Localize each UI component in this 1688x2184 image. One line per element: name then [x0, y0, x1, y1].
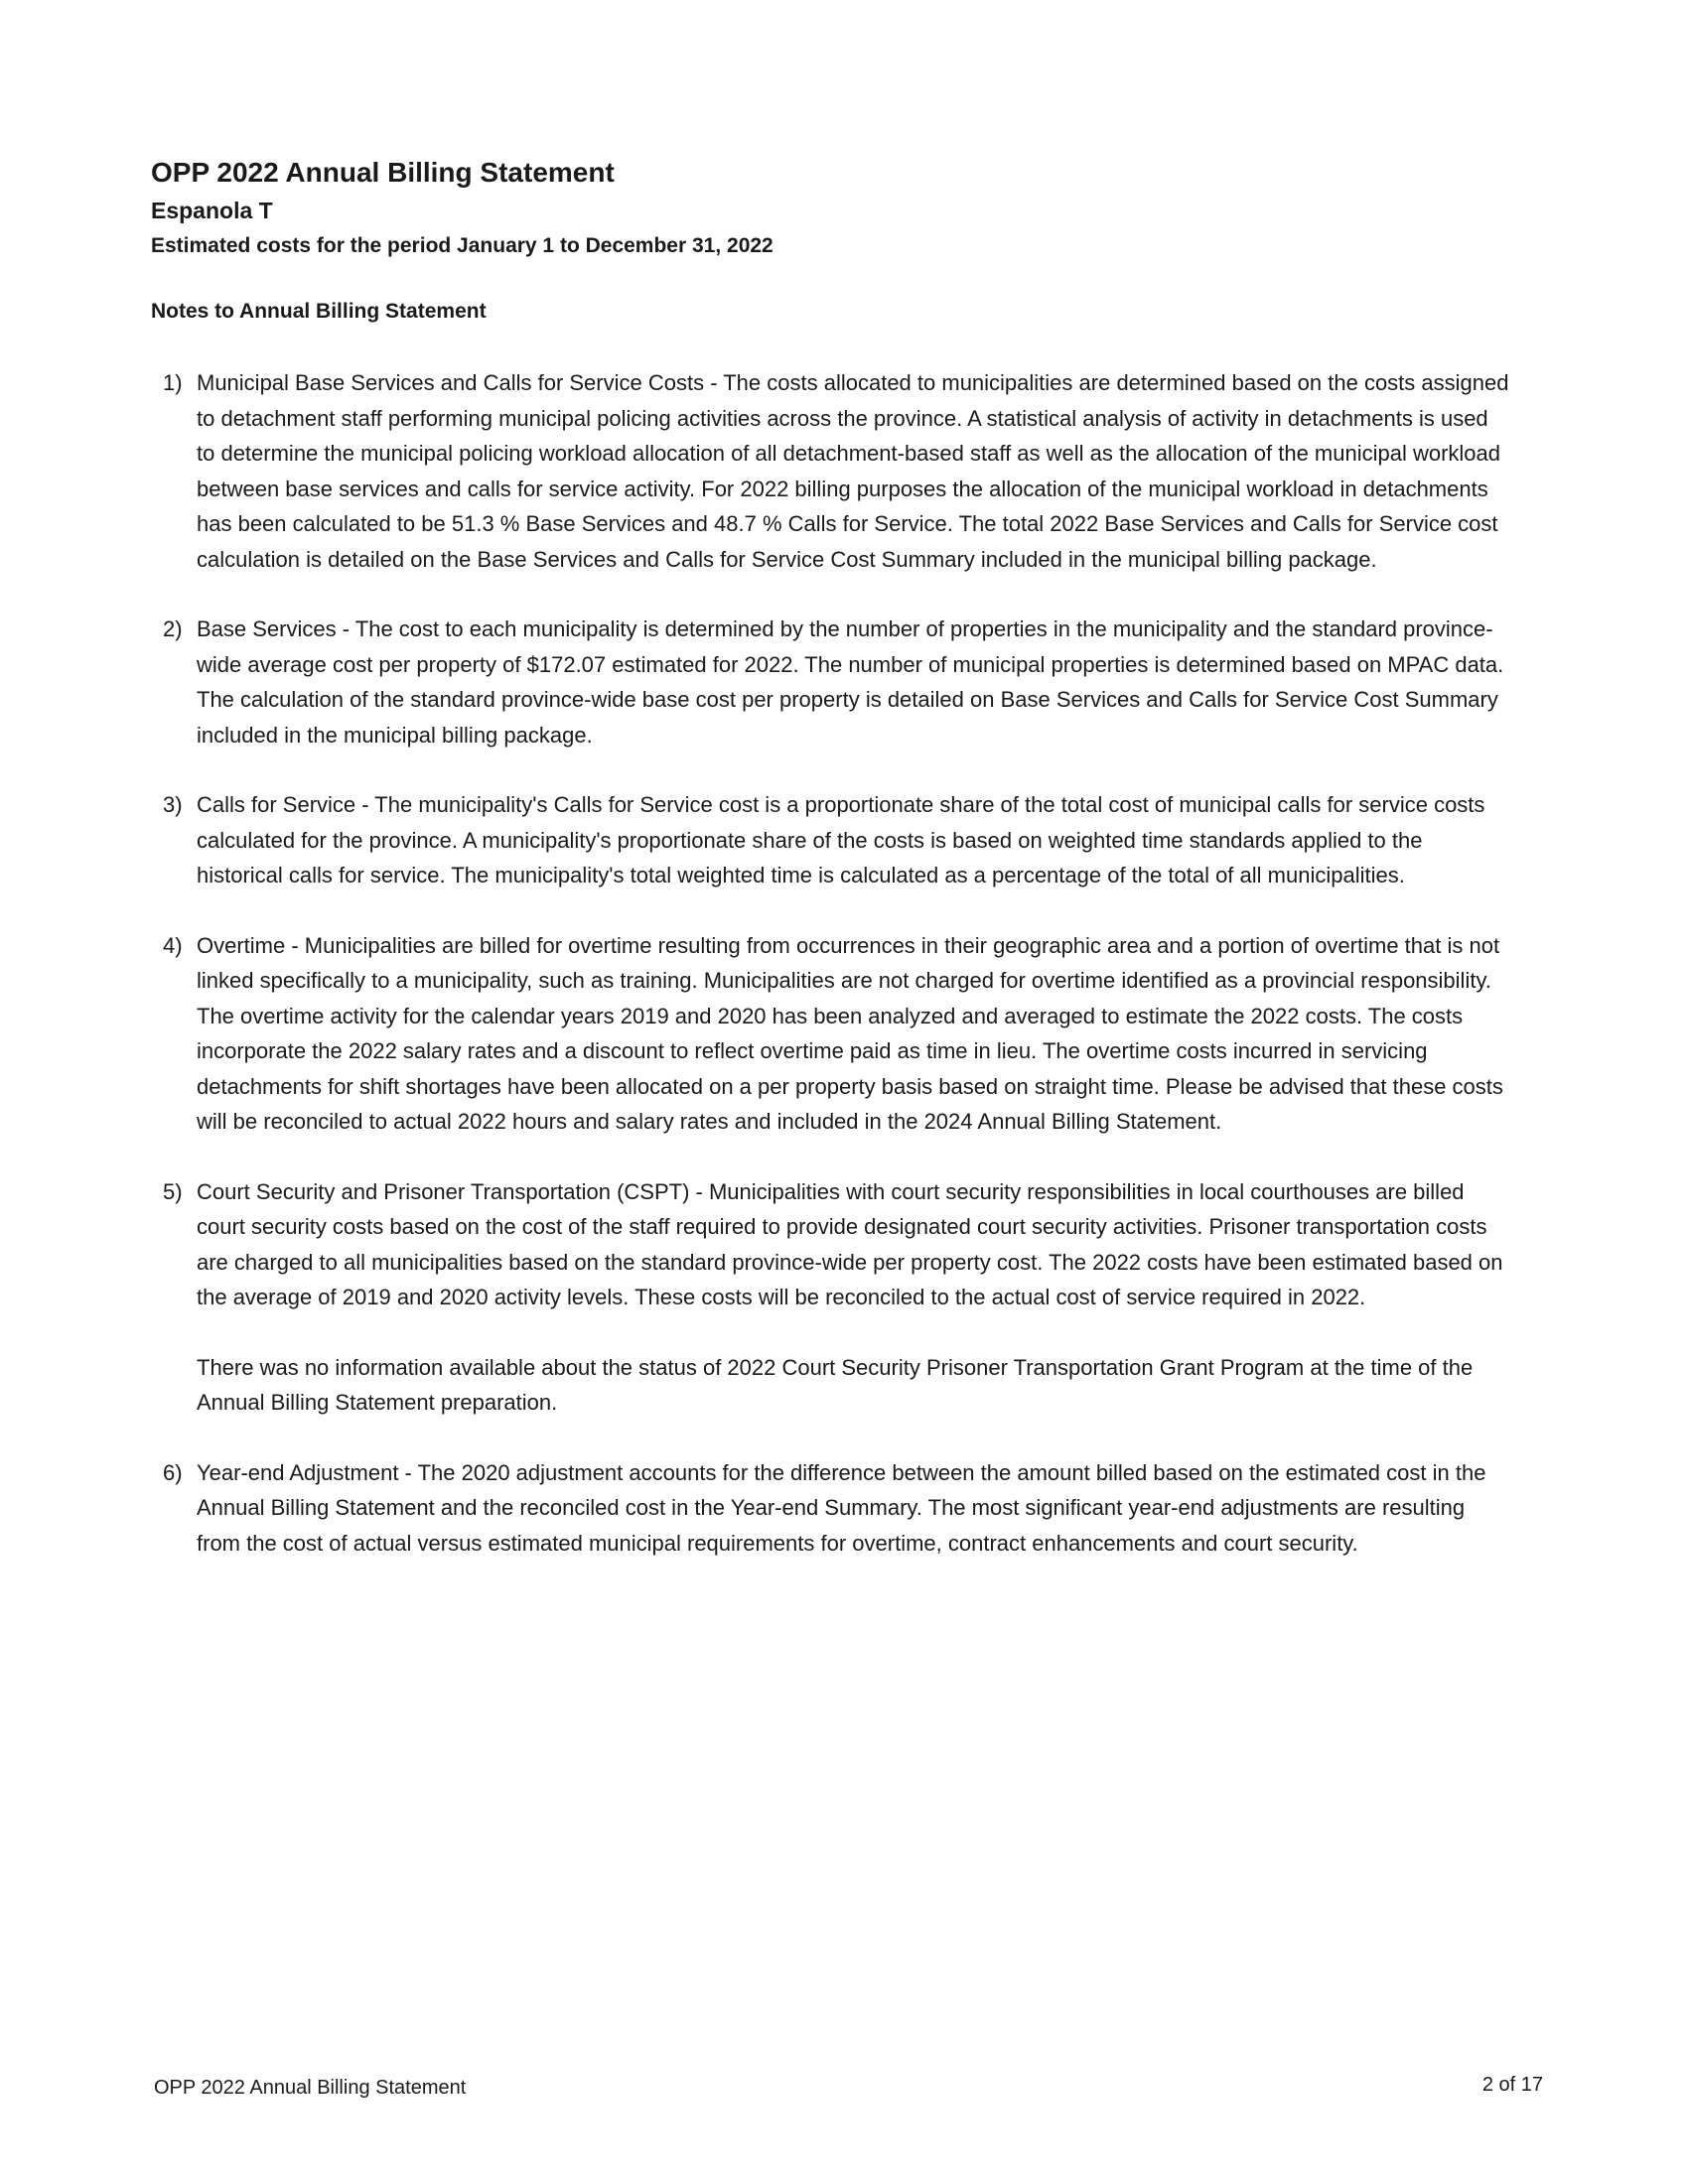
note-item-1	[163, 365, 1509, 577]
note-item-6	[163, 1455, 1509, 1562]
note-item-2	[163, 612, 1509, 752]
note-number: 4)	[163, 932, 183, 958]
note-number: 3)	[163, 792, 183, 817]
page-title: OPP 2022 Annual Billing Statement	[151, 157, 615, 188]
footer-document-title: OPP 2022 Annual Billing Statement	[154, 2077, 467, 2099]
note-text: Calls for Service - The municipality's Calls for Service cost is a proportionate share of the total cost of municipal calls for service costs calculated for the province. A municipality's proportionate share of the costs is based on weighted time standards applied to the historical calls for service. The municipality's total weighted time is calculated as a percentage of the total of all municipalities.	[197, 792, 1485, 887]
document-header	[151, 153, 1521, 264]
municipality-name: Espanola T	[151, 198, 273, 223]
note-number: 1)	[163, 370, 183, 395]
note-number: 6)	[163, 1459, 183, 1485]
note-item-3	[163, 787, 1509, 893]
note-text: Year-end Adjustment - The 2020 adjustment accounts for the difference between the amount billed based on the estimated cost in the Annual Billing Statement and the reconciled cost in the Year-end Summary. The most significant year-end adjustments are resulting from the cost of actual versus estimated municipal requirements for overtime, contract enhancements and court security.	[197, 1459, 1486, 1556]
note-text: Municipal Base Services and Calls for Service Costs - The costs allocated to municipalities are determined based on the costs assigned to detachment staff performing municipal policing activities across the province. A statistical analysis of activity in detachments is used to determine the municipal policing workload allocation of all detachment-based staff as well as the allocation of the municipal workload between base services and calls for service activity. For 2022 billing purposes the allocation of the municipal workload in detachments has been calculated to be 51.3 % Base Services and 48.7 % Calls for Service. The total 2022 Base Services and Calls for Service cost calculation is detailed on the Base Services and Calls for Service Cost Summary included in the municipal billing package.	[197, 370, 1509, 572]
notes-list	[163, 365, 1509, 1561]
note-text: Court Security and Prisoner Transportation (CSPT) - Municipalities with court security responsibilities in local courthouses are billed court security costs based on the cost of the staff required to provide designated court security activities. Prisoner transportation costs are charged to all municipalities based on the standard province-wide per property cost. The 2022 costs have been estimated based on the average of 2019 and 2020 activity levels. These costs will be reconciled to the actual cost of service required in 2022.	[197, 1178, 1503, 1309]
billing-period: Estimated costs for the period January 1 to December 31, 2022	[151, 234, 774, 257]
note-item-4	[163, 928, 1509, 1140]
note-additional-paragraph: There was no information available about the status of 2022 Court Security Prisoner Transportation Grant Program at the time of the Annual Billing Statement preparation.	[197, 1354, 1474, 1415]
note-number: 5)	[163, 1178, 183, 1204]
note-number: 2)	[163, 616, 183, 641]
note-text: Base Services - The cost to each municipality is determined by the number of properties in the municipality and the standard province-wide average cost per property of $172.07 estimated for 2022. The number of municipal properties is determined based on MPAC data. The calculation of the standard province-wide base cost per property is detailed on Base Services and Calls for Service Cost Summary included in the municipal billing package.	[197, 616, 1504, 748]
note-item-5	[163, 1174, 1509, 1421]
note-text: Overtime - Municipalities are billed for overtime resulting from occurrences in their geographic area and a portion of overtime that is not linked specifically to a municipality, such as training. Municipalities are not charged for overtime identified as a provincial responsibility. The overtime activity for the calendar years 2019 and 2020 has been analyzed and averaged to estimate the 2022 costs. The costs incorporate the 2022 salary rates and a discount to reflect overtime paid as time in lieu. The overtime costs incurred in servicing detachments for shift shortages have been allocated on a per property basis based on straight time. Please be advised that these costs will be reconciled to actual 2022 hours and salary rates and included in the 2024 Annual Billing Statement.	[197, 932, 1503, 1134]
page-number: 2 of 17	[1481, 2074, 1543, 2096]
notes-heading: Notes to Annual Billing Statement	[151, 300, 487, 323]
